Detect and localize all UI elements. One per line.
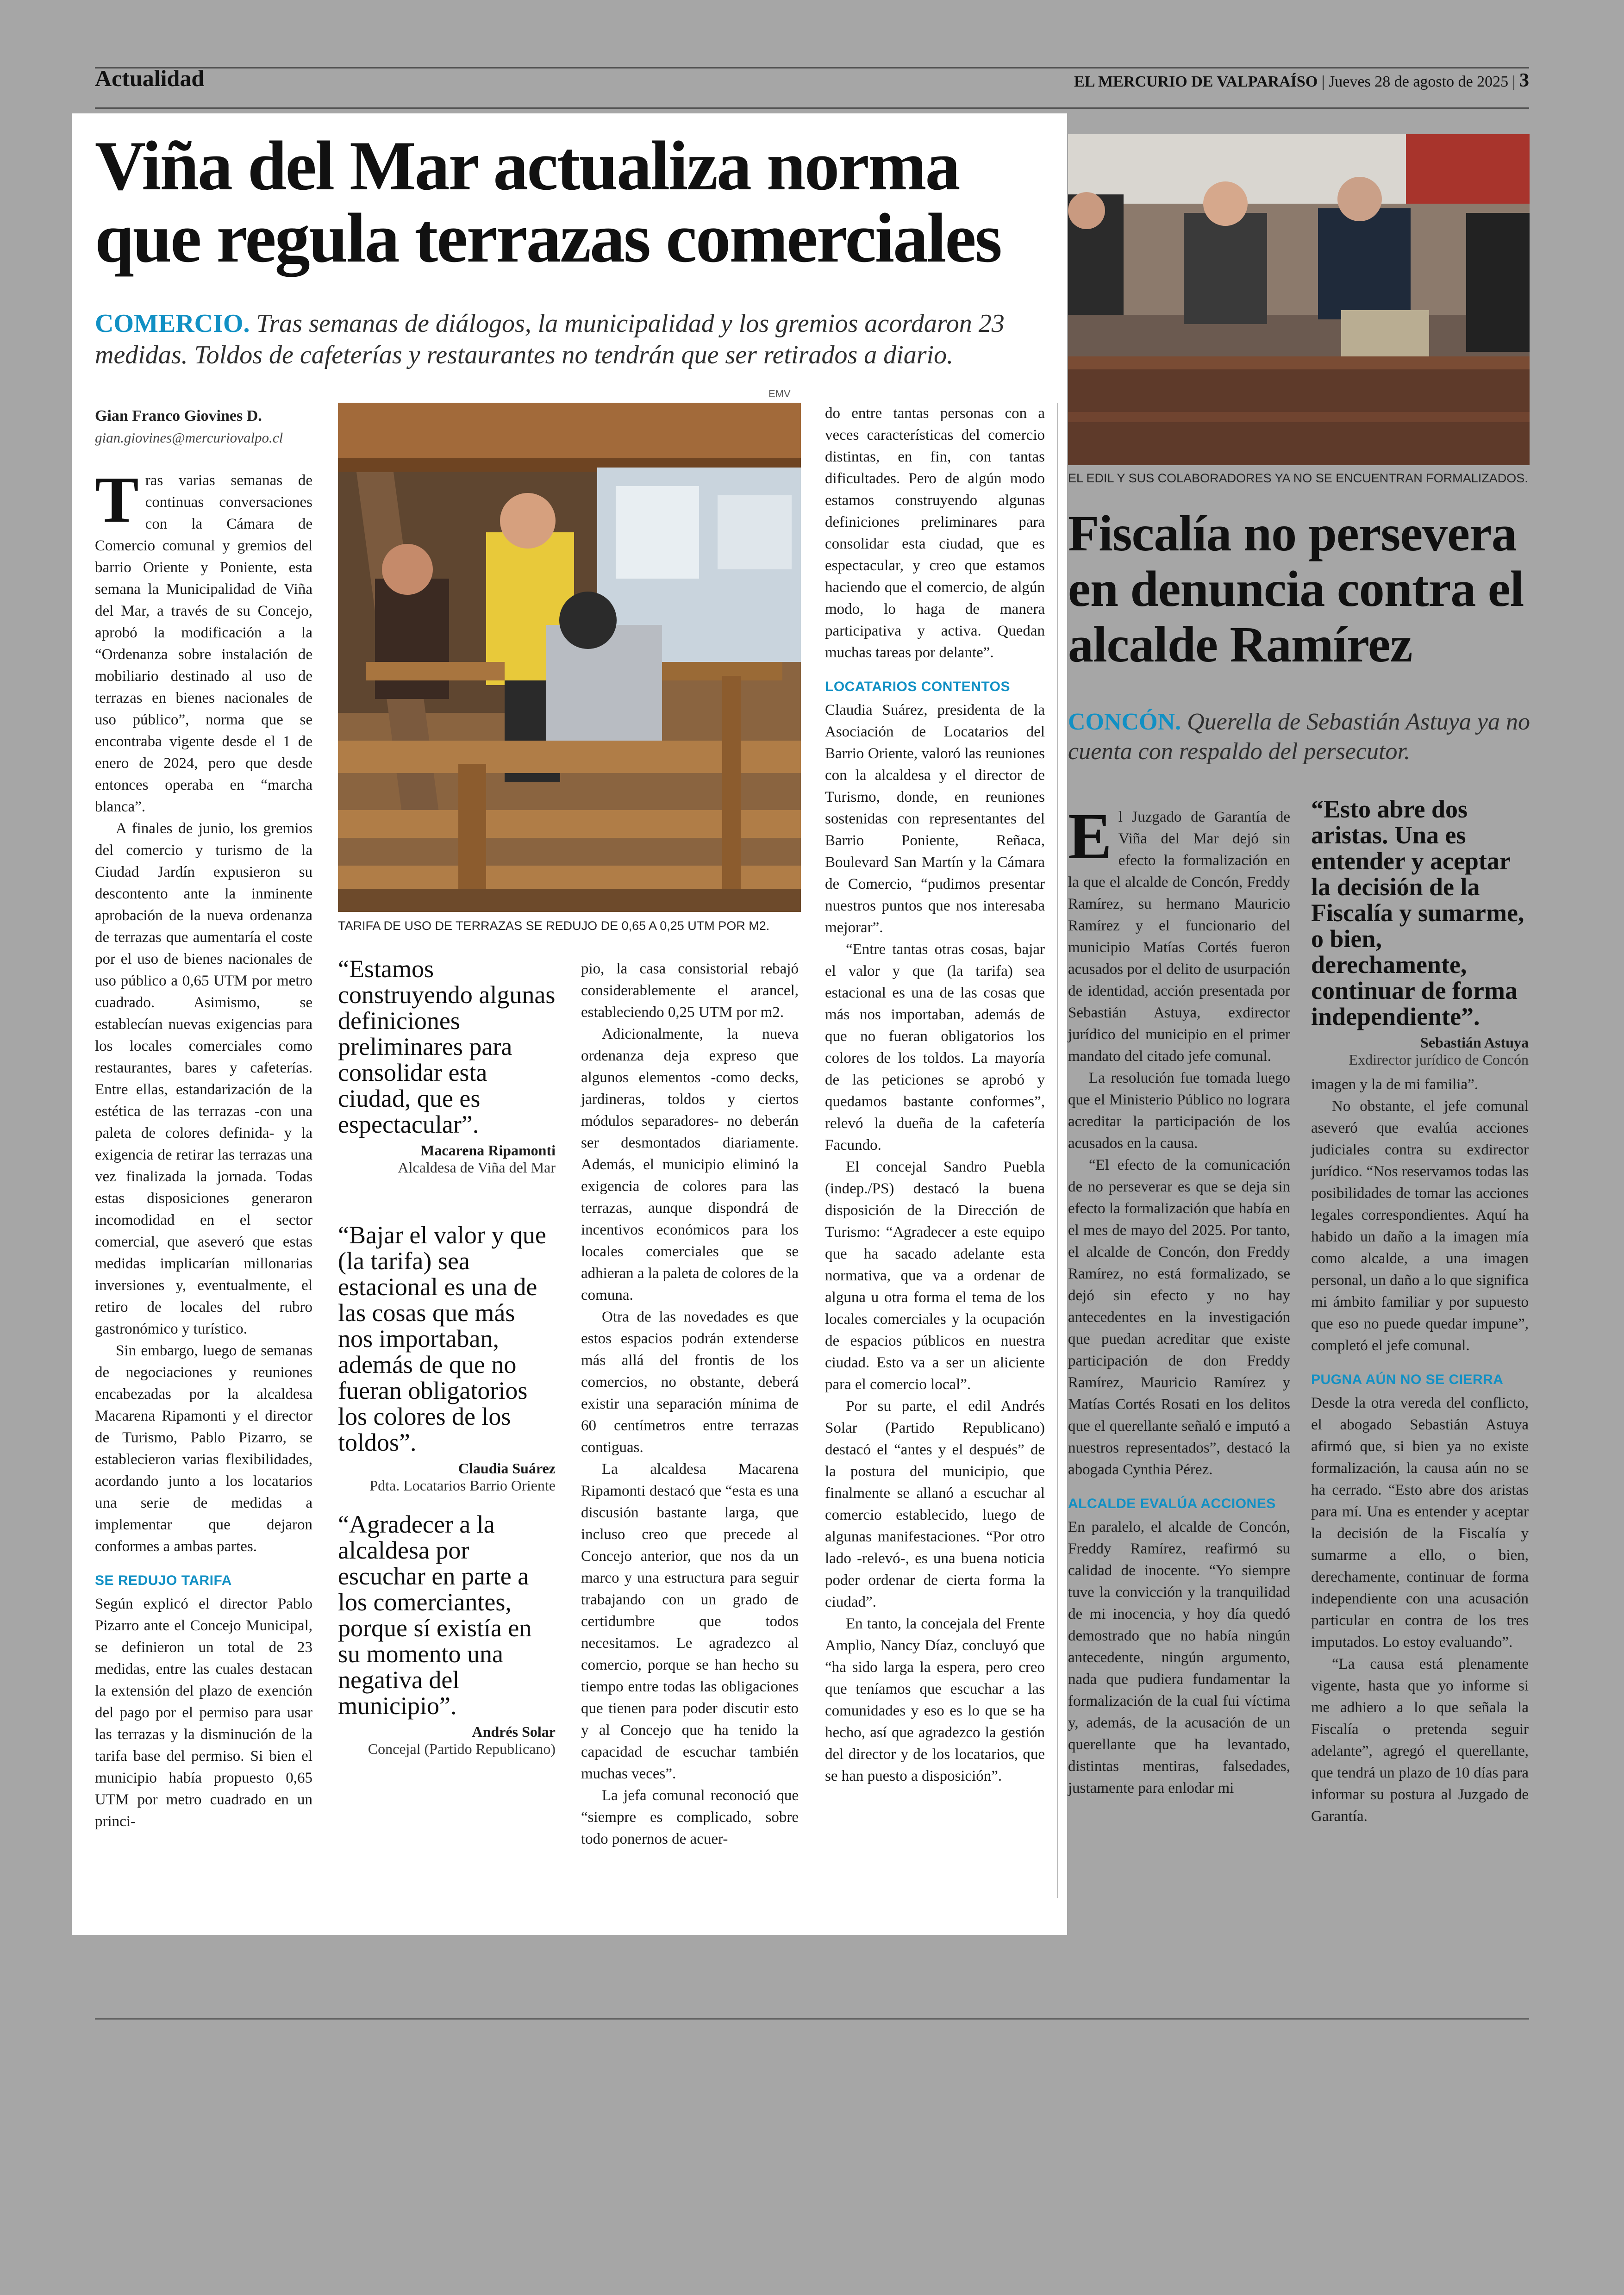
main-col3-p4: La alcaldesa Macarena Ripamonti destacó que “esta es una discusión bastante larga, que incluso creo que precede al Concejo anterior, que nos da un marco y una estructura para seguir trabajando con un grado de certidumbre que todos necesitamos. Le agradezco al comercio, porque se han hecho su tiempo entre todas las obligaciones que tienen para poder discutir esto y al Concejo que ha tenido la capacidad de escuchar también muchas veces”. — [581, 1461, 799, 1782]
byline-author: Gian Franco Giovines D. — [95, 407, 262, 424]
main-deck-text: Tras semanas de diálogos, la municipalidad y los gremios acordaron 23 medidas. Toldos de cafeterías y restaurantes no tendrán que ser retirados a diario. — [95, 309, 1005, 369]
main-headline: Viña del Mar actualiza norma que regula terrazas comerciales — [95, 127, 1001, 277]
byline-email: gian.giovines@mercuriovalpo.cl — [95, 430, 283, 446]
pull-quote-astuya — [1311, 796, 1529, 1068]
column-divider — [1057, 403, 1058, 1898]
pull-quote-text: “Estamos construyendo algunas definiciones preliminares para consolidar esta ciudad, que es espectacular”. — [338, 955, 556, 1138]
pull-quote-text: “Bajar el valor y que (la tarifa) sea estacional es una de las cosas que más nos importaban, además de que no fueran obligatorios los colores de los toldos”. — [338, 1221, 546, 1456]
masthead: EL MERCURIO DE VALPARAÍSO | Jueves 28 de agosto de 2025 | 3 — [1074, 70, 1529, 91]
pull-quote-role: Pdta. Locatarios Barrio Oriente — [369, 1477, 556, 1494]
side-dropcap: E — [1068, 799, 1112, 873]
side-col2-p1: imagen y la de mi familia”. — [1311, 1076, 1479, 1093]
subhead-pugna: PUGNA AÚN NO SE CIERRA — [1311, 1372, 1504, 1387]
pull-quote-author: Andrés Solar — [472, 1723, 556, 1740]
main-col3-p2: Adicionalmente, la nueva ordenanza deja expreso que algunos elementos -como decks, jardineras, toldos y ciertos módulos separadores- no deberán ser desmontados diariamente. Además, el municipio eliminó la exigencia de colores para las terrazas, aunque dispondrá de incentivos económicos para los locales comerciales que se adhieran a la paleta de colores de la comuna. — [581, 1026, 799, 1303]
main-col1-p2: A finales de junio, los gremios del comercio y turismo de la Ciudad Jardín expusieron su descontento ante la inminente aprobación de la nueva ordenanza de terrazas que aumentaría el coste por el uso de bienes nacionales de uso público a 0,65 UTM por metro cuadrado. Asimismo, se establecían nuevas exigencias para los locales comerciales como restaurantes, bares y cafeterías. Entre ellas, estandarización de la estética de las terrazas -con una paleta de colores definida- y la exigencia de retirar las terrazas una vez finalizada la jornada. Todas estas disposiciones generaron incomodidad en el sector comercial, que aseveró que estas medidas implicarían millonarias inversiones y, eventualmente, el retiro de locales del rubro gastronómico y turístico. — [95, 820, 312, 1337]
main-column-1 — [95, 463, 312, 1833]
pull-quote-author: Sebastián Astuya — [1420, 1034, 1529, 1051]
header-top-rule — [95, 67, 1529, 69]
main-column-4 — [825, 403, 1045, 1787]
page-number: 3 — [1519, 70, 1529, 91]
main-kicker: COMERCIO. — [95, 309, 250, 338]
subhead-locatarios: LOCATARIOS CONTENTOS — [825, 679, 1010, 694]
side-kicker: CONCÓN. — [1068, 709, 1181, 735]
header-bottom-rule — [95, 107, 1529, 109]
subhead-alcalde: ALCALDE EVALÚA ACCIONES — [1068, 1496, 1276, 1511]
pull-quote-solar — [338, 1511, 556, 1758]
main-col4-p4: El concejal Sandro Puebla (indep./PS) destacó la buena disposición de la Dirección de Turismo: “Agradecer a este equipo que ha sacado adelante esta normativa, que va a ordenar de alguna u otra forma el tema de los locales comerciales y la ocupación de espacios públicos en nuestra ciudad. Esto va a ser un aliciente para el comercio local”. — [825, 1159, 1045, 1393]
main-col1-p3: Sin embargo, luego de semanas de negociaciones y reuniones encabezadas por la alcaldesa Macarena Ripamonti y el director de Turismo, Pablo Pizarro, se establecieron varias flexibilidades, acordando junto a los locatarios una serie de medidas a implementar que dejaron conformes a ambas partes. — [95, 1342, 312, 1555]
pull-quote-suarez — [338, 1222, 556, 1494]
main-col1-p1: ras varias semanas de continuas conversaciones con la Cámara de Comercio comunal y gremios del barrio Oriente y Poniente, esta semana la Municipalidad de Viña del Mar, a través de su Concejo, aprobó la modificación a la “Ordenanza sobre instalación de mobiliario destinado al uso de terrazas en bienes nacionales de uso público”, norma que se encontraba vigente desde el 1 de enero de 2024, pero que desde entonces operaba en “marcha blanca”. — [95, 472, 312, 815]
terrace-photo — [338, 403, 801, 912]
side-col2-p2: No obstante, el jefe comunal aseveró que evalúa acciones judiciales contra su exdirector jurídico. “Nos reservamos todas las posibilidades de tomar las acciones legales correspondientes. Aquí ha habido un daño a la imagen mía como alcalde, a una imagen personal, un daño a lo que significa mi ámbito familiar y por supuesto que eso no puede quedar impune”, completó el jefe comunal. — [1311, 1098, 1529, 1354]
side-column-2 — [1311, 1074, 1529, 1827]
pull-quote-text: “Agradecer a la alcaldesa por escuchar en parte a los comerciantes, porque sí existía en su momento una negativa del municipio”. — [338, 1510, 532, 1720]
council-photo — [1068, 134, 1530, 465]
main-col3-p1: pio, la casa consistorial rebajó considerablemente el arancel, estableciendo 0,25 UTM por m2. — [581, 960, 799, 1021]
pull-quote-role: Exdirector jurídico de Concón — [1349, 1051, 1529, 1068]
pull-quote-ripamonti — [338, 956, 556, 1176]
main-col4-p6: En tanto, la concejala del Frente Amplio, Nancy Díaz, concluyó que “ha sido larga la espera, pero creo que teníamos que escuchar a las comunidades y eso es lo que se ha hecho, así que agradezco la gestión del director y de los locatarios, que se han puesto a disposición”. — [825, 1615, 1045, 1784]
side-col1-p4: En paralelo, el alcalde de Concón, Freddy Ramírez, reafirmó su calidad de inocente. “Yo siempre tuve la convicción y la tranquilidad de mi inocencia, y hoy día quedó demostrado que no había ningún antecedente, ningún argumento, nada que pudiera fundamentar la formalización de la cual fui víctima y, además, de la acusación de un querellante que ha levantado, distintas mentiras, falsedades, justamente para enlodar mi — [1068, 1519, 1290, 1796]
terrace-photo-image — [338, 403, 801, 912]
terrace-photo-caption: TARIFA DE USO DE TERRAZAS SE REDUJO DE 0,65 A 0,25 UTM POR M2. — [338, 919, 770, 933]
main-col4-p5: Por su parte, el edil Andrés Solar (Partido Republicano) destacó el “antes y el después” de la postura del municipio, que finalmente se allanó a escuchar al comercio establecido, luego de algunas manifestaciones. “Por otro lado -relevó-, es una buena noticia poder ordenar de cierta forma la ciudad”. — [825, 1398, 1045, 1610]
side-col1-p1: l Juzgado de Garantía de Viña del Mar dejó sin efecto la formalización en la que el alcalde de Concón, Freddy Ramírez, su hermano Mauricio Ramírez y el funcionario del municipio Matías Cortés fueron acusados por el delito de usurpación de identidad, acción presentada por Sebastián Astuya, exdirector jurídico del municipio en el primer mandato del citado jefe comunal. — [1068, 809, 1290, 1065]
photo-credit: EMV — [768, 388, 791, 399]
pull-quote-role: Alcaldesa de Viña del Mar — [398, 1159, 556, 1176]
main-col4-p1: do entre tantas personas con a veces características del comercio distintas, en fin, con tantas dificultades. Pero de algún modo estamos construyendo algunas definiciones preliminares para consolidar esta ciudad, que es espectacular, y creo que estamos haciendo que el comercio, de algún modo, lo haga de manera participativa y activa. Quedan muchas tareas por delante”. — [825, 405, 1045, 661]
main-col1-p4: Según explicó el director Pablo Pizarro ante el Concejo Municipal, se definieron un total de 23 medidas, entre las cuales destacan la extensión del plazo de exención del pago por el permiso para usar las terrazas y la disminución de la tarifa base del permiso. Si bien el municipio había propuesto 0,65 UTM por metro cuadrado en un princi- — [95, 1596, 312, 1830]
council-photo-caption: EL EDIL Y SUS COLABORADORES YA NO SE ENCUENTRAN FORMALIZADOS. — [1068, 471, 1528, 485]
council-photo-image — [1068, 134, 1530, 465]
subhead-tarifa: SE REDUJO TARIFA — [95, 1573, 232, 1588]
side-column-1 — [1068, 799, 1290, 1799]
publication-name: EL MERCURIO DE VALPARAÍSO — [1074, 73, 1318, 90]
main-column-3 — [581, 958, 799, 1850]
pull-quote-author: Macarena Ripamonti — [420, 1142, 556, 1159]
pull-quote-author: Claudia Suárez — [458, 1460, 556, 1477]
side-col1-p2: La resolución fue tomada luego que el Ministerio Público no lograra acreditar la participación de los acusados en la causa. — [1068, 1070, 1290, 1152]
main-col4-p3: “Entre tantas otras cosas, bajar el valor y que (la tarifa) sea estacional es una de las cosas que más nos importaban, además de que no fueran obligatorios los colores de los toldos. La mayoría de las peticiones se aprobó y quedamos bastante conformes”, relevó la dueña de la cafetería Facundo. — [825, 941, 1045, 1154]
main-deck — [95, 308, 1049, 371]
main-col3-p3: Otra de las novedades es que estos espacios podrán extenderse más allá del frontis de los comercios, no obstante, deberá existir una separación mínima de 60 centímetros entre terrazas contiguas. — [581, 1309, 799, 1456]
side-col1-p3: “El efecto de la comunicación de no perseverar es que se deja sin efecto la formalización que había en el mes de mayo del 2025. Por tanto, el alcalde de Concón, don Freddy Ramírez, no está formalizado, se dejó sin efecto y no hay antecedentes en la investigación que puedan acreditar que existe participación de don Freddy Ramírez, Mauricio Ramírez y Matías Cortés Rosati en los delitos que el querellante señaló e imputó a nuestros representados”, destacó la abogada Cynthia Pérez. — [1068, 1157, 1290, 1478]
issue-date: Jueves 28 de agosto de 2025 — [1329, 73, 1509, 90]
main-col4-p2: Claudia Suárez, presidenta de la Asociación de Locatarios del Barrio Oriente, valoró las reuniones con la alcaldesa y el director de Turismo, donde, en reuniones sostenidas con representantes del Barrio Poniente, Reñaca, Boulevard San Martín y la Cámara de Comercio, “pudimos presentar nuestros puntos que nos interesaba mejorar”. — [825, 702, 1045, 936]
side-deck-text: Querella de Sebastián Astuya ya no cuenta con respaldo del persecutor. — [1068, 709, 1530, 765]
side-headline: Fiscalía no persevera en denuncia contra el alcalde Ramírez — [1068, 505, 1524, 673]
main-col3-p5: La jefa comunal reconoció que “siempre es complicado, sobre todo ponernos de acuer- — [581, 1787, 799, 1847]
main-dropcap: T — [95, 463, 139, 536]
footer-rule — [95, 2018, 1529, 2020]
side-col2-p3: Desde la otra vereda del conflicto, el abogado Sebastián Astuya afirmó que, si bien ya no existe formalización, la causa aún no se ha cerrado. “Esto abre dos aristas para mí. Una es entender y aceptar la decisión de la Fiscalía y sumarme a ello, o bien, derechamente, continuar de forma independiente con una acusación particular en contra de los tres imputados. Lo estoy evaluando”. — [1311, 1395, 1529, 1651]
section-label: Actualidad — [95, 65, 205, 91]
pull-quote-text: “Esto abre dos aristas. Una es entender y aceptar la decisión de la Fiscalía y sumarme, o bien, derechamente, continuar de forma independiente”. — [1311, 795, 1524, 1030]
side-deck — [1068, 707, 1531, 767]
side-col2-p4: “La causa está plenamente vigente, hasta que yo informe si me adhiero a lo que señala la Fiscalía o pretenda seguir adelante”, agregó el querellante, que tendrá un plazo de 10 días para informar su postura al Juzgado de Garantía. — [1311, 1656, 1529, 1825]
pull-quote-role: Concejal (Partido Republicano) — [368, 1740, 556, 1757]
